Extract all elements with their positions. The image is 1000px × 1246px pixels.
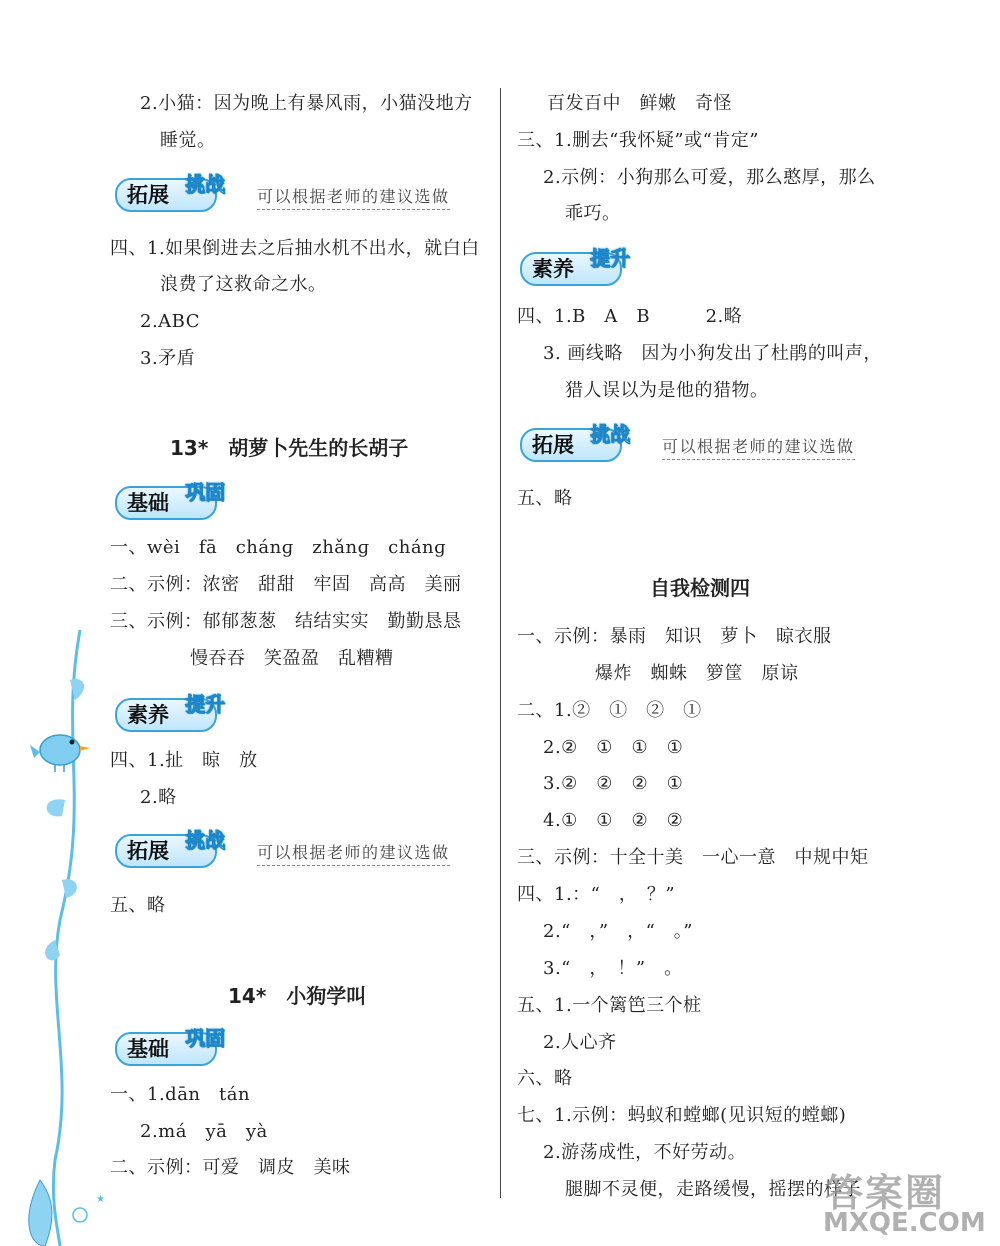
- badge-label: 拓展: [115, 834, 217, 868]
- answer-line: 3.② ② ② ①: [543, 773, 684, 794]
- answer-line: 一、wèi fā chánɡ zhǎnɡ chánɡ: [110, 537, 447, 558]
- literacy-improvement-badge: [520, 246, 720, 284]
- bottom-leaf-icon: [29, 1180, 52, 1246]
- answer-line: 2.ABC: [140, 311, 201, 332]
- basic-consolidation-badge: [115, 1026, 315, 1064]
- badge-label: 基础: [115, 486, 217, 520]
- answer-line: 2.游荡成性，不好劳动。: [543, 1142, 747, 1163]
- badge-note: 可以根据老师的建议选做: [257, 184, 450, 210]
- answer-line: 二、1.② ① ② ①: [517, 700, 702, 721]
- answer-line: 2.má yā yà: [140, 1121, 268, 1142]
- badge-tag: 挑战: [185, 172, 225, 196]
- watermark-url: MXQE.COM: [823, 1208, 986, 1238]
- leaf-icon: [47, 799, 65, 816]
- lesson-title-14: 14* 小狗学叫: [228, 984, 367, 1008]
- answer-line: 三、示例：郁郁葱葱 结结实实 勤勤恳恳: [110, 611, 462, 632]
- badge-tag: 挑战: [185, 828, 225, 852]
- badge-label: 拓展: [520, 428, 622, 462]
- answer-line: 百发百中 鲜嫩 奇怪: [547, 93, 732, 114]
- lesson-title-13: 13* 胡萝卜先生的长胡子: [170, 436, 409, 460]
- answer-line: 3.“ ， ！” 。: [543, 958, 683, 979]
- badge-note: 可以根据老师的建议选做: [257, 840, 450, 866]
- badge-tag: 提升: [185, 692, 225, 716]
- badge-label: 素养: [520, 252, 622, 286]
- extension-challenge-badge: [520, 422, 900, 460]
- badge-label: 基础: [115, 1032, 217, 1066]
- answer-line: 浪费了这救命之水。: [160, 274, 327, 295]
- answer-line: 二、示例：可爱 调皮 美味: [110, 1157, 351, 1178]
- extension-challenge-badge: [115, 828, 485, 866]
- basic-consolidation-badge: [115, 480, 315, 518]
- answer-line: 四、1.扯 晾 放: [110, 750, 258, 771]
- answer-line: 三、1.删去“我怀疑”或“肯定”: [517, 130, 759, 151]
- vine-bird-decoration: [0, 620, 140, 1246]
- answer-line: 五、略: [110, 895, 166, 916]
- answer-line: 慢吞吞 笑盈盈 乱糟糟: [190, 648, 394, 669]
- badge-tag: 巩固: [185, 480, 225, 504]
- answer-line: 腿脚不灵便，走路缓慢，摇摆的样子: [565, 1179, 861, 1200]
- answer-line: 2.小猫：因为晚上有暴风雨，小猫没地方: [140, 93, 473, 114]
- answer-line: 一、1.dān tán: [110, 1084, 251, 1105]
- vine-stem-icon: [53, 630, 80, 1246]
- answer-line: 猎人误以为是他的猎物。: [565, 380, 769, 401]
- badge-label: 拓展: [115, 178, 217, 212]
- answer-line: 4.① ① ② ②: [543, 810, 684, 831]
- answer-line: 五、略: [517, 488, 573, 509]
- badge-label: 素养: [115, 698, 217, 732]
- badge-note: 可以根据老师的建议选做: [662, 434, 855, 460]
- answer-line: 三、示例：十全十美 一心一意 中规中矩: [517, 847, 869, 868]
- answer-line: 2.略: [140, 787, 177, 808]
- answer-line: 四、1.B A B 2.略: [517, 306, 743, 327]
- watermark-text: 答案圈: [825, 1171, 946, 1215]
- column-divider: [500, 88, 501, 1198]
- answer-line: 3. 画线略 因为小狗发出了杜鹃的叫声，: [543, 343, 882, 364]
- sun-moon-icon: [73, 1194, 118, 1222]
- answer-line: 2.② ① ① ①: [543, 737, 684, 758]
- answer-line: 乖巧。: [565, 203, 621, 224]
- answer-line: 四、1.：“ ， ？”: [517, 884, 676, 905]
- answer-line: 睡觉。: [160, 130, 216, 151]
- bird-icon: [30, 735, 90, 772]
- answer-line: 爆炸 蜘蛛 箩筐 原谅: [595, 663, 799, 684]
- extension-challenge-badge: [115, 172, 485, 210]
- watermark-logo: [815, 1150, 1000, 1246]
- answer-line: 二、示例：浓密 甜甜 牢固 高高 美丽: [110, 574, 462, 595]
- answer-line: 2.人心齐: [543, 1032, 617, 1053]
- answer-line: 3.矛盾: [140, 348, 196, 369]
- answer-line: 2.示例：小狗那么可爱，那么憨厚，那么: [543, 167, 876, 188]
- answer-line: 五、1.一个篱笆三个桩: [517, 995, 702, 1016]
- self-test-title: 自我检测四: [650, 576, 750, 600]
- badge-tag: 巩固: [185, 1026, 225, 1050]
- badge-tag: 挑战: [590, 422, 630, 446]
- answer-line: 四、1.如果倒进去之后抽水机不出水，就白白: [110, 238, 480, 259]
- answer-line: 2.“ ，” ，“ 。”: [543, 921, 693, 942]
- answer-line: 七、1.示例：蚂蚁和螳螂(见识短的螳螂): [517, 1105, 847, 1126]
- svg-text:★: ★: [96, 1194, 105, 1205]
- answer-line: 一、示例：暴雨 知识 萝卜 晾衣服: [517, 626, 832, 647]
- badge-tag: 提升: [590, 246, 630, 270]
- literacy-improvement-badge: [115, 692, 315, 730]
- answer-line: 六、略: [517, 1068, 573, 1089]
